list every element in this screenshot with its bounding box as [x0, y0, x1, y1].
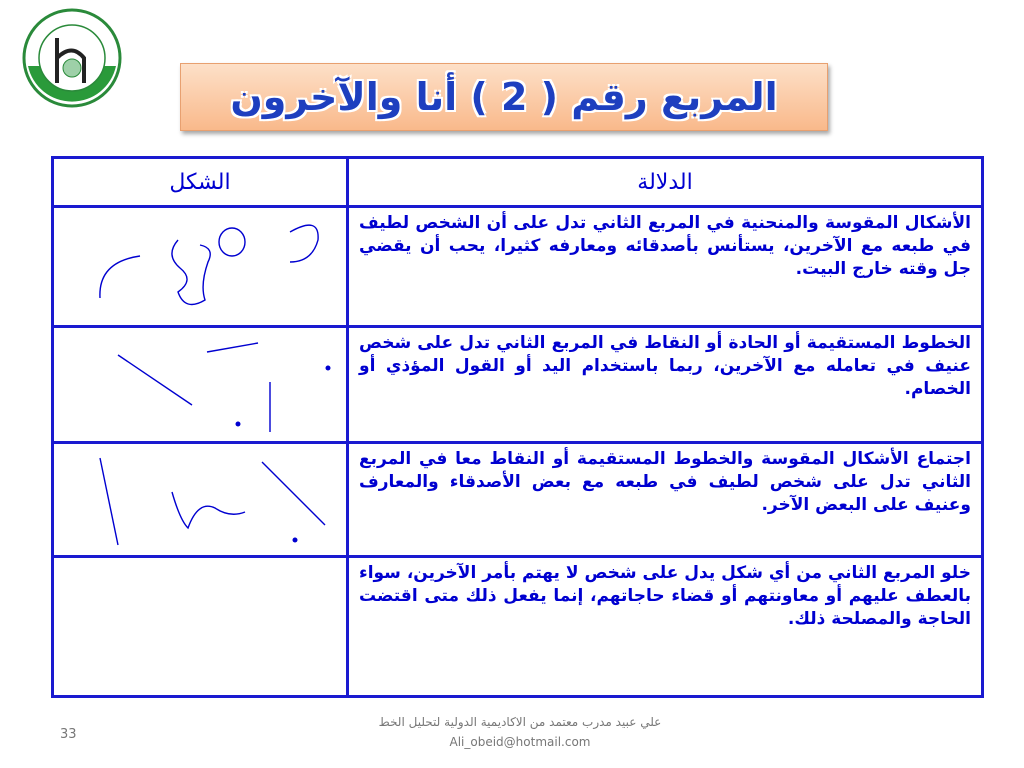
meaning-cell: الخطوط المستقيمة أو الحادة أو النقاط في المربع الثاني تدل على شخص عنيف في تعامله مع الآخرين، ربما باستخدام اليد أو القول المؤذي أو الخصام. — [348, 327, 983, 443]
table-row — [53, 327, 983, 443]
meaning-cell: خلو المربع الثاني من أي شكل يدل على شخص لا يهتم بأمر الآخرين، سواء بالعطف عليهم أو معاونتهم أو قضاء حاجاتهم، إنما يفعل ذلك متى اقتضت الحاجة والمصلحة ذلك. — [348, 557, 983, 697]
slide-title: المربع رقم ( 2 ) أنا والآخرون — [230, 75, 778, 119]
meaning-table — [51, 156, 984, 698]
footer-author: علي عبيد مدرب معتمد من الاكاديمية الدولية لتحليل الخط — [378, 715, 662, 729]
table-row — [53, 557, 983, 697]
footer-email: Ali_obeid@hotmail.com — [449, 735, 591, 749]
shape-cell — [53, 327, 348, 443]
shape-cell — [53, 557, 348, 697]
meaning-cell: اجتماع الأشكال المقوسة والخطوط المستقيمة أو النقاط معا في المربع الثاني تدل على شخص لطيف في طبعه مع بعض الأصدقاء والمعارف وعنيف على البعض الآخر. — [348, 443, 983, 557]
table-header-row — [53, 158, 983, 207]
table-row — [53, 207, 983, 327]
header-shape: الشكل — [53, 158, 348, 207]
footer — [300, 712, 740, 752]
header-meaning: الدلالة — [348, 158, 983, 207]
meaning-cell: الأشكال المقوسة والمنحنية في المربع الثاني تدل على أن الشخص لطيف في طبعه مع الآخرين، يستأنس بأصدقائه ومعارفه كثيرا، يحب أن يقضي جل وقته خارج البيت. — [348, 207, 983, 327]
page-number: 33 — [60, 727, 77, 742]
table-row — [53, 443, 983, 557]
shape-cell — [53, 207, 348, 327]
slide-title-box — [180, 63, 828, 131]
academy-logo — [12, 8, 132, 108]
shape-cell — [53, 443, 348, 557]
